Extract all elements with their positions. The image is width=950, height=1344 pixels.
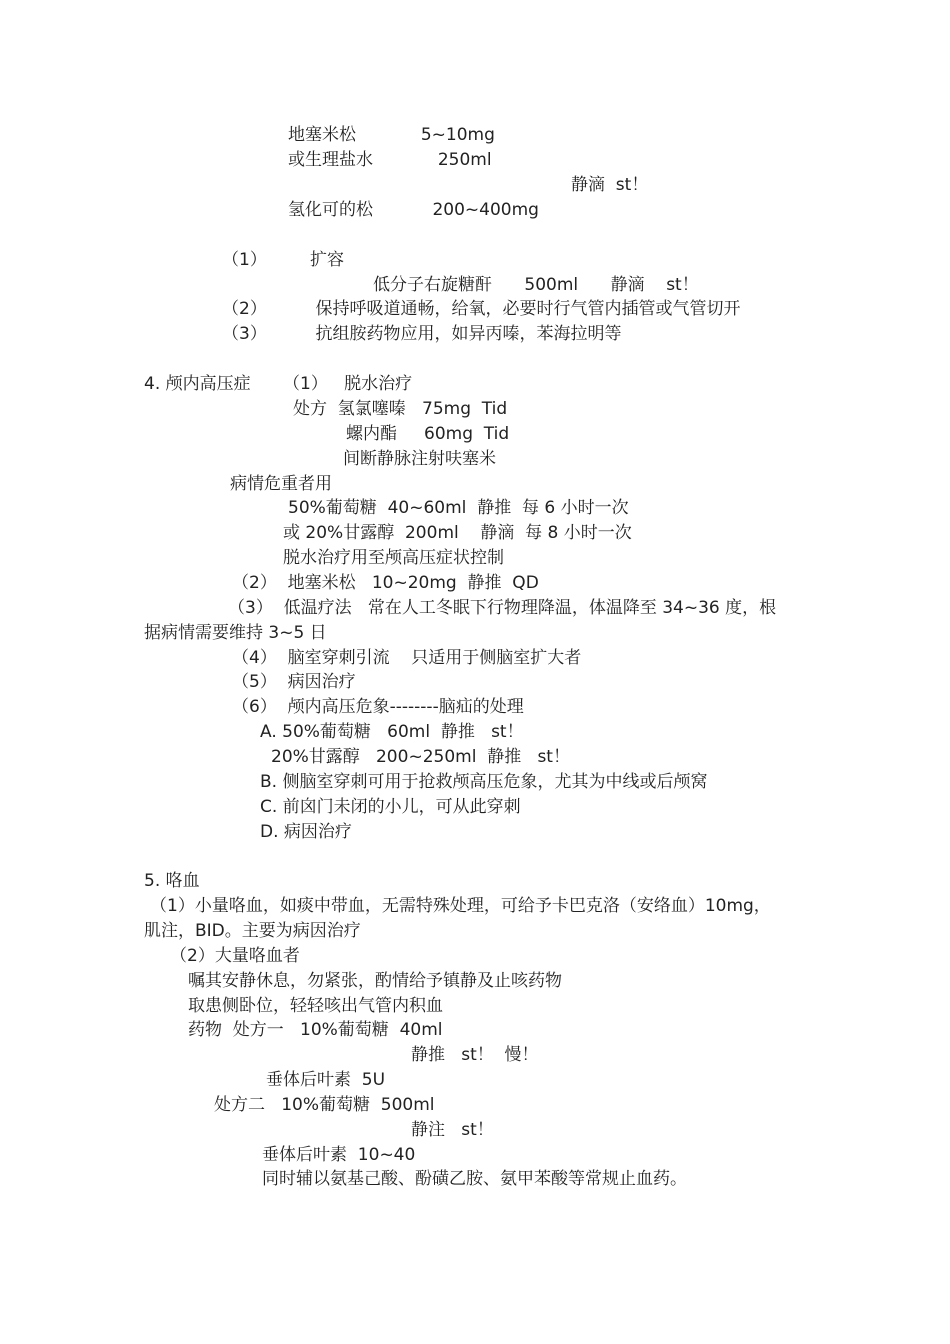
text-line: 20%甘露醇 200~250ml 静推 st！ [271,747,570,767]
text-line: B. 侧脑室穿刺可用于抢救颅高压危象，尤其为中线或后颅窝 [260,772,708,792]
text-line: 静滴 st！ [571,175,649,195]
text-line: 低分子右旋糖酐 500ml 静滴 st！ [373,275,699,295]
text-line: （2） 地塞米松 10~20mg 静推 QD [232,573,539,593]
text-line: 肌注，BID。主要为病因治疗 [144,921,361,941]
text-line: 静推 st！ 慢！ [411,1045,539,1065]
text-line: A. 50%葡萄糖 60ml 静推 st！ [260,722,524,742]
text-line: （2） 保持呼吸道通畅，给氧，必要时行气管内插管或气管切开 [222,299,741,319]
section-heading: 5. 咯血 [144,871,200,891]
text-line: （5） 病因治疗 [232,672,356,692]
text-line: 病情危重者用 [230,474,332,494]
text-line: D. 病因治疗 [260,822,352,842]
text-line: 嘱其安静休息，勿紧张，酌情给予镇静及止咳药物 [188,971,562,991]
text-line: （3） 低温疗法 常在人工冬眠下行物理降温，体温降至 34~36 度，根 [228,598,777,618]
text-line: （2）大量咯血者 [170,946,300,966]
text-line: 处方二 10%葡萄糖 500ml [214,1095,435,1115]
text-line: 据病情需要维持 3~5 日 [144,623,327,643]
text-line: （6） 颅内高压危象--------脑疝的处理 [232,697,524,717]
text-line: C. 前囟门未闭的小儿，可从此穿刺 [260,797,521,817]
text-line: 同时辅以氨基己酸、酚磺乙胺、氨甲苯酸等常规止血药。 [262,1169,687,1189]
text-line: 药物 处方一 10%葡萄糖 40ml [188,1020,443,1040]
text-line: 垂体后叶素 5U [266,1070,386,1090]
text-line: 氢化可的松 200~400mg [288,200,539,220]
text-line: 或生理盐水 250ml [288,150,492,170]
text-line: （3） 抗组胺药物应用，如异丙嗪，苯海拉明等 [222,324,622,344]
text-line: 脱水治疗用至颅高压症状控制 [283,548,504,568]
text-line: 螺内酯 60mg Tid [346,424,510,444]
section-heading: 4. 颅内高压症 （1） 脱水治疗 [144,374,413,394]
text-line: 垂体后叶素 10~40 [262,1145,416,1165]
text-line: 处方 氢氯噻嗪 75mg Tid [293,399,508,419]
text-line: 50%葡萄糖 40~60ml 静推 每 6 小时一次 [288,498,629,518]
text-line: （1） 扩容 [222,250,345,270]
text-line: 或 20%甘露醇 200ml 静滴 每 8 小时一次 [283,523,632,543]
text-line: （1）小量咯血，如痰中带血，无需特殊处理，可给予卡巴克洛（安络血）10mg， [150,896,771,916]
text-line: 静注 st！ [411,1120,494,1140]
text-line: 地塞米松 5~10mg [288,125,495,145]
text-line: 取患侧卧位，轻轻咳出气管内积血 [188,996,443,1016]
text-line: 间断静脉注射呋塞米 [343,449,496,469]
text-line: （4） 脑室穿刺引流 只适用于侧脑室扩大者 [232,648,582,668]
